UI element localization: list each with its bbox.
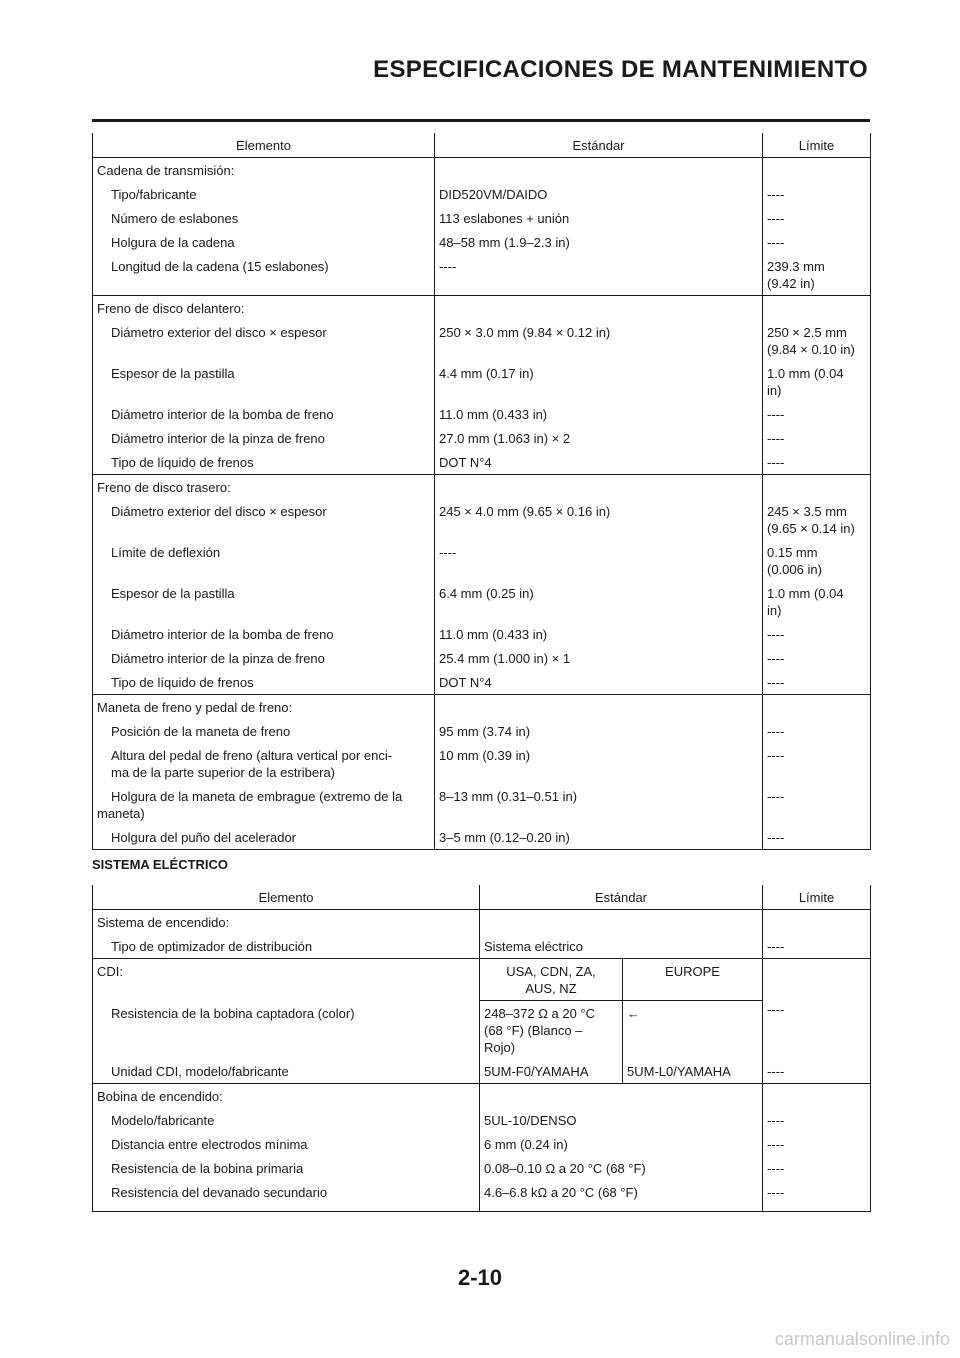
electrical-spec-table <box>92 885 871 1212</box>
empty-cell <box>480 1084 763 1109</box>
empty-cell <box>435 158 763 183</box>
table-row <box>93 1132 871 1156</box>
cell-standard: 4.6–6.8 kΩ a 20 °C (68 °F) <box>480 1180 763 1212</box>
cell-limit: ---- <box>763 825 871 850</box>
cell-limit: ---- <box>763 934 871 959</box>
cell-standard: 0.08–0.10 Ω a 20 °C (68 °F) <box>480 1156 763 1180</box>
table-body <box>93 158 871 850</box>
group-title: Bobina de encendido: <box>93 1084 480 1109</box>
table-row <box>93 540 871 581</box>
table-row <box>93 825 871 850</box>
empty-cell <box>435 296 763 321</box>
table-row <box>93 426 871 450</box>
variant-b-header: EUROPE <box>623 959 763 1001</box>
table-row <box>93 450 871 475</box>
cell-standard: 10 mm (0.39 in) <box>435 743 763 784</box>
table-row <box>93 670 871 695</box>
cell-limit: ---- <box>763 1180 871 1212</box>
table-row <box>93 1001 871 1060</box>
table-row <box>93 934 871 959</box>
maintenance-spec-table <box>92 133 871 850</box>
cell-standard-a: 5UM-F0/YAMAHA <box>480 1059 623 1084</box>
column-header-limit: Límite <box>763 885 871 910</box>
table-row <box>93 254 871 296</box>
cell-standard: 6 mm (0.24 in) <box>480 1132 763 1156</box>
cell-element: Modelo/fabricante <box>93 1108 480 1132</box>
cell-limit: ---- <box>763 959 871 1060</box>
cell-standard: DID520VM/DAIDO <box>435 182 763 206</box>
group-title: CDI: <box>93 959 480 1001</box>
cell-limit: ---- <box>763 426 871 450</box>
cell-element: Espesor de la pastilla <box>93 361 435 402</box>
cell-limit: ---- <box>763 230 871 254</box>
cell-standard: 27.0 mm (1.063 in) × 2 <box>435 426 763 450</box>
cell-limit: 245 × 3.5 mm (9.65 × 0.14 in) <box>763 499 871 540</box>
cell-standard: 11.0 mm (0.433 in) <box>435 402 763 426</box>
column-header-standard: Estándar <box>480 885 763 910</box>
cell-element: Posición de la maneta de freno <box>93 719 435 743</box>
cell-element: Espesor de la pastilla <box>93 581 435 622</box>
group-header-row <box>93 959 871 1001</box>
cell-limit: ---- <box>763 622 871 646</box>
section-title: SISTEMA ELÉCTRICO <box>92 857 229 872</box>
cell-element: Diámetro interior de la bomba de freno <box>93 402 435 426</box>
empty-cell <box>763 910 871 935</box>
cell-element: Unidad CDI, modelo/fabricante <box>93 1059 480 1084</box>
cell-standard: 4.4 mm (0.17 in) <box>435 361 763 402</box>
table-row <box>93 361 871 402</box>
table-row <box>93 743 871 784</box>
cell-element: Distancia entre electrodos mínima <box>93 1132 480 1156</box>
cell-standard: 6.4 mm (0.25 in) <box>435 581 763 622</box>
table-row <box>93 581 871 622</box>
table-row <box>93 1059 871 1084</box>
cell-element: Diámetro interior de la bomba de freno <box>93 622 435 646</box>
cell-limit: ---- <box>763 450 871 475</box>
cell-element: Tipo de optimizador de distribución <box>93 934 480 959</box>
table-row <box>93 646 871 670</box>
cell-limit: 1.0 mm (0.04 in) <box>763 361 871 402</box>
cell-limit: 239.3 mm (9.42 in) <box>763 254 871 296</box>
cell-standard: 250 × 3.0 mm (9.84 × 0.12 in) <box>435 320 763 361</box>
cell-standard: 113 eslabones + unión <box>435 206 763 230</box>
cell-standard: ---- <box>435 540 763 581</box>
cell-standard: 95 mm (3.74 in) <box>435 719 763 743</box>
cell-limit: 1.0 mm (0.04 in) <box>763 581 871 622</box>
column-header-element: Elemento <box>93 885 480 910</box>
table-row <box>93 499 871 540</box>
group-title: Freno de disco trasero: <box>93 475 435 500</box>
group-header-row <box>93 695 871 720</box>
cell-element: Resistencia de la bobina primaria <box>93 1156 480 1180</box>
watermark: carmanualsonline.info <box>774 1329 950 1349</box>
cell-standard: 3–5 mm (0.12–0.20 in) <box>435 825 763 850</box>
table-row <box>93 1108 871 1132</box>
cell-element: Número de eslabones <box>93 206 435 230</box>
cell-element: Tipo/fabricante <box>93 182 435 206</box>
title-rule <box>92 119 870 122</box>
cell-standard-b: 5UM-L0/YAMAHA <box>623 1059 763 1084</box>
empty-cell <box>763 695 871 720</box>
group-title: Sistema de encendido: <box>93 910 480 935</box>
cell-standard: ---- <box>435 254 763 296</box>
group-title: Freno de disco delantero: <box>93 296 435 321</box>
cell-limit: ---- <box>763 1059 871 1084</box>
cell-limit: ---- <box>763 402 871 426</box>
empty-cell <box>480 910 763 935</box>
group-header-row <box>93 910 871 935</box>
cell-limit: ---- <box>763 1132 871 1156</box>
table-row <box>93 182 871 206</box>
column-header-element: Elemento <box>93 133 435 158</box>
table-row <box>93 1180 871 1212</box>
cell-element: Longitud de la cadena (15 eslabones) <box>93 254 435 296</box>
cell-element: Diámetro interior de la pinza de freno <box>93 646 435 670</box>
cell-element: Límite de deflexión <box>93 540 435 581</box>
group-header-row <box>93 475 871 500</box>
cell-element: Holgura del puño del acelerador <box>93 825 435 850</box>
variant-a-header: USA, CDN, ZA, AUS, NZ <box>480 959 623 1001</box>
cell-standard-a: 248–372 Ω a 20 °C (68 °F) (Blanco – Rojo) <box>480 1001 623 1060</box>
cell-limit: ---- <box>763 206 871 230</box>
cell-element: Resistencia del devanado secundario <box>93 1180 480 1212</box>
empty-cell <box>763 158 871 183</box>
group-title: Cadena de transmisión: <box>93 158 435 183</box>
table-row <box>93 230 871 254</box>
cell-limit: ---- <box>763 1108 871 1132</box>
cell-element: Resistencia de la bobina captadora (color) <box>93 1001 480 1060</box>
cell-standard: Sistema eléctrico <box>480 934 763 959</box>
cell-limit: ---- <box>763 784 871 825</box>
group-header-row <box>93 158 871 183</box>
cell-standard: 245 × 4.0 mm (9.65 × 0.16 in) <box>435 499 763 540</box>
table-row <box>93 784 871 825</box>
cell-limit: ---- <box>763 646 871 670</box>
page-number: 2-10 <box>457 1265 503 1290</box>
cell-limit: ---- <box>763 182 871 206</box>
cell-element: Diámetro exterior del disco × espesor <box>93 320 435 361</box>
cell-standard: DOT N°4 <box>435 450 763 475</box>
group-title: Maneta de freno y pedal de freno: <box>93 695 435 720</box>
cell-element: Diámetro exterior del disco × espesor <box>93 499 435 540</box>
table-row <box>93 622 871 646</box>
cell-limit: ---- <box>763 1156 871 1180</box>
cell-standard: 11.0 mm (0.433 in) <box>435 622 763 646</box>
cell-limit: ---- <box>763 743 871 784</box>
group-header-row <box>93 1084 871 1109</box>
cell-limit: 0.15 mm (0.006 in) <box>763 540 871 581</box>
cell-standard: 48–58 mm (1.9–2.3 in) <box>435 230 763 254</box>
same-as-arrow: ← <box>623 1001 763 1060</box>
page-title: ESPECIFICACIONES DE MANTENIMIENTO <box>373 56 868 83</box>
group-header-row <box>93 296 871 321</box>
column-header-standard: Estándar <box>435 133 763 158</box>
cell-limit: ---- <box>763 719 871 743</box>
cell-element: Tipo de líquido de frenos <box>93 670 435 695</box>
table-row <box>93 1156 871 1180</box>
cell-limit: ---- <box>763 670 871 695</box>
empty-cell <box>435 695 763 720</box>
empty-cell <box>763 475 871 500</box>
cell-standard: 8–13 mm (0.31–0.51 in) <box>435 784 763 825</box>
cell-standard: 5UL-10/DENSO <box>480 1108 763 1132</box>
cell-element: Altura del pedal de freno (altura vertical por enci- ma de la parte superior de la estribera) <box>93 743 435 784</box>
table-row <box>93 206 871 230</box>
empty-cell <box>763 296 871 321</box>
cell-element: Diámetro interior de la pinza de freno <box>93 426 435 450</box>
table-row <box>93 320 871 361</box>
cell-limit: 250 × 2.5 mm (9.84 × 0.10 in) <box>763 320 871 361</box>
cell-element: Tipo de líquido de frenos <box>93 450 435 475</box>
cell-standard: DOT N°4 <box>435 670 763 695</box>
cell-standard: 25.4 mm (1.000 in) × 1 <box>435 646 763 670</box>
empty-cell <box>435 475 763 500</box>
table-row <box>93 719 871 743</box>
cell-element: Holgura de la cadena <box>93 230 435 254</box>
cell-element: Holgura de la maneta de embrague (extremo de la maneta) <box>93 784 435 825</box>
column-header-limit: Límite <box>763 133 871 158</box>
table-row <box>93 402 871 426</box>
empty-cell <box>763 1084 871 1109</box>
